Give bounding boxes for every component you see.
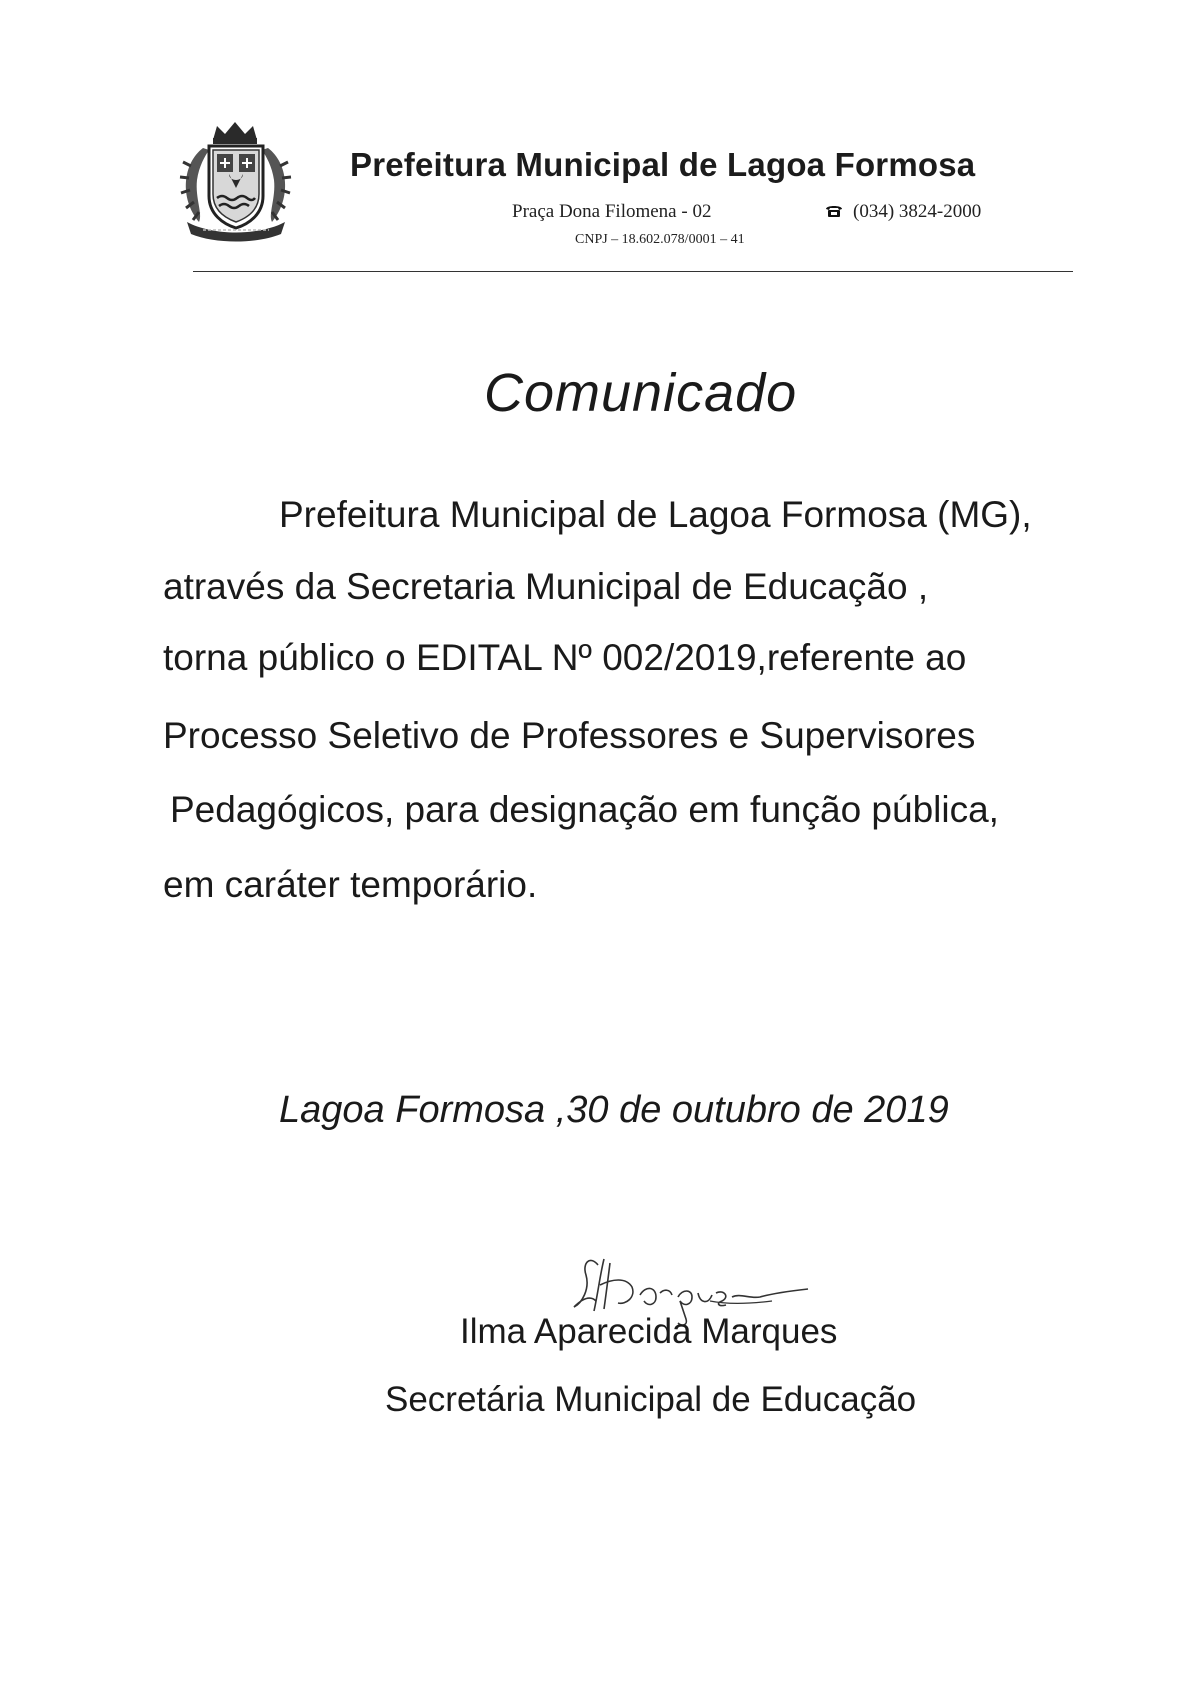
municipal-coat-of-arms-icon <box>173 118 298 246</box>
body-line: Processo Seletivo de Professores e Supervisores <box>163 715 976 756</box>
date-line: Lagoa Formosa ,30 de outubro de 2019 <box>279 1089 949 1131</box>
header-divider <box>193 271 1073 272</box>
phone-block <box>825 201 981 223</box>
signer-name: Ilma Aparecida Marques <box>460 1312 838 1351</box>
signer-role: Secretária Municipal de Educação <box>385 1380 917 1419</box>
organization-name: Prefeitura Municipal de Lagoa Formosa <box>350 146 976 183</box>
telephone-icon <box>825 204 843 218</box>
address-text: Praça Dona Filomena - 02 <box>512 201 712 222</box>
body-line: Prefeitura Municipal de Lagoa Formosa (MG), <box>279 494 1032 535</box>
body-line: torna público o EDITAL Nº 002/2019,referente ao <box>163 637 967 678</box>
phone-number: (034) 3824-2000 <box>853 201 982 222</box>
document-title: Comunicado <box>484 363 798 423</box>
body-line: através da Secretaria Municipal de Educação , <box>163 566 929 607</box>
body-line: Pedagógicos, para designação em função pública, <box>170 789 999 830</box>
body-line: em caráter temporário. <box>163 864 538 905</box>
cnpj-text: CNPJ – 18.602.078/0001 – 41 <box>575 232 745 247</box>
